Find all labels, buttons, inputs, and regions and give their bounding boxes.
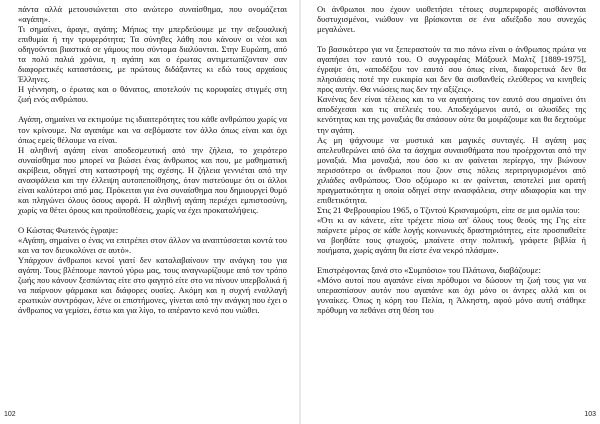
paragraph: πάντα αλλά μετουσιώνεται στο ανώτερο συναίσθημα, που ονομάζεται «αγάπη». [18, 4, 287, 25]
paragraph: Ο Κώστας Φωτεινός έγραψε: [18, 224, 119, 235]
paragraph: Τι σημαίνει, άραγε, αγάπη; Μήπως την μπερδεύουμε με την σεξουαλική επιθυμία ή την τρυφερότητα; Τα σύνηθες λάθη που κάνουν οι νέοι και οδηγούνται βιαστικά σε γάμους που σύντομα διαλύονται. Στην Ευρώπη, από τα πολύ παλιά χρόνια, η αγάπη και ο έρωτας αντιμετωπίζονταν σαν διαφορετικές καταστάσεις, με πρώτους διδάξαντες κι εδώ τους αρχαίους Έλληνες. [18, 24, 287, 85]
paragraph: Αγάπη, σημαίνει να εκτιμούμε τις ιδιαιτερότητες του κάθε ανθρώπου χωρίς να τον κρίνουμε. Να αγαπάμε και να σεβόμαστε τον άλλο όπως είναι και όχι όπως εμείς θέλουμε να είναι. [18, 114, 287, 145]
left-page [0, 0, 299, 424]
right-page-number: 103 [584, 411, 596, 418]
paragraph: Η αληθινή αγάπη είναι αποδεσμευτική από την ζήλεια, το χειρότερο συναίσθημα που μπορεί να βιώσει ένας άνθρωπος και που, με μαθηματική ακρίβεια, οδηγεί στη καταστροφή της σχέσης. Η ζήλεια γεννιέται από την ανασφάλεια και την έλλειψη αυτοπεποίθησης, όταν πιστεύουμε ότι οι άλλοι είναι καλύτεροι από μας. Πρόκειται για ένα συναίσθημα που δημιουργεί θυμό και πληγώνει όλους όσους αφορά. Η αληθινή αγάπη περιέχει εμπιστοσύνη, χωρίς να θέτει όρους και προϋποθέσεις, χωρίς να έχει προκαταλήψεις. [18, 144, 287, 215]
paragraph: Επιστρέφοντας ξανά στο «Συμπόσιο» του Πλάτωνα, διαβάζουμε: [317, 265, 541, 276]
paragraph: Υπάρχουν άνθρωποι κενοί γιατί δεν καταλαβαίνουν την ανάγκη του για αγάπη. Τους βλέπουμε παντού γύρω μας, τους αναγνωρίζουμε από τον τρόπο ζωής που κάνουν ξεσπώντας είτε στο φαγητό είτε στο να πίνουν υπερβολικά ή να παίρνουν φάρμακα και διάφορες ουσίες. Ακόμη και η συχνή εναλλαγή ερωτικών συντρόφων, λένε οι επιστήμονες, γίνεται από την ανάγκη που έχει ο άνθρωπος να γεμίσει, έστω και για λίγο, το απέραντο κενό που νιώθει. [18, 255, 287, 316]
right-page-text [317, 4, 586, 315]
right-page [301, 0, 600, 424]
paragraph: «Μόνο αυτοί που αγαπάνε είναι πρόθυμοι να δώσουν τη ζωή τους για να υπερασπίσουν αυτόν που αγαπάνε και όχι μόνο οι άντρες αλλά και οι γυναίκες. Όπως η κόρη του Πελία, η Άλκηστη, αφού μόνο αυτή στάθηκε πρόθυμη να πεθάνει στη θέση του [317, 275, 586, 316]
paragraph: Οι άνθρωποι που έχουν υιοθετήσει τέτοιες συμπεριφορές αισθάνονται δυστυχισμένοι, νιώθουν να βρίσκονται σε ένα αδιέξοδο που συνεχώς μεγαλώνει. [317, 4, 586, 35]
paragraph: Η γέννηση, ο έρωτας και ο θάνατος, αποτελούν τις κορυφαίες στιγμές στη ζωή ενός ανθρώπου. [18, 84, 287, 105]
paragraph: «Αγάπη, σημαίνει ο ένας να επιτρέπει στον άλλον να αναπτύσσεται κοντά του και να τον διευκολύνει σε αυτό». [18, 234, 287, 256]
left-page-number: 102 [4, 411, 16, 418]
paragraph: Κανένας δεν είναι τέλειος και το να αγαπήσεις τον εαυτό σου σημαίνει ότι αποδέχεσαι και τις ατέλειές του. Αποδεχόμενοι αυτό, οι αλυσίδες της κενότητας και της μοναξιάς θα σπάσουν ούτε θα μοιράζουμε και θα δεχτούμε την αγάπη. [317, 94, 586, 135]
left-page-text [18, 4, 287, 315]
paragraph: Το βασικότερο για να ξεπεραστούν τα πιο πάνω είναι ο άνθρωπος πρώτα να αγαπήσει τον εαυτό του. Ο συγγραφέας Μάξουελ Μαλτζ [1889-1975], έγραψε ότι, «αποδέξου τον εαυτό σου όπως είναι, διαφορετικά δεν θα πλησιάσεις ποτέ την ευκαιρία και δεν θα αισθανθείς ελεύθερος να κινηθείς προς αυτήν. Θα νιώσεις πως δεν την αξίζεις». [317, 44, 586, 95]
paragraph: «Ότι κι αν κάνετε, είτε τρέχετε πίσω απ' όλους τους θεούς της Γης είτε παίρνετε μέρος σε κάθε λογής κοινωνικές δραστηριότητες, είτε προσπαθείτε να βοηθάτε τους φτωχούς, μπαίνετε στην πολιτική, γράφετε βιβλία ή ποιήματα, χωρίς αγάπη θα είστε ένα νεκρό πλάσμα». [317, 214, 586, 256]
paragraph: Ας μη ψάχνουμε να μυστικά και μαγικές συνταγές. Η αγάπη μας απελευθερώνει από όλα τα άσχημα συναισθήματα που προέρχονται από την μοναξιά. Μια μοναξιά, που όσο κι αν φαίνεται περίεργο, την βιώνουν περισσότερο οι άνθρωποι που ζουν στις πόλεις περιτριγυρισμένοι από χιλιάδες ανθρώπους. Όσο οξύμωρο κι αν φαίνεται, αποτελεί μια ορατή πραγματικότητα η οποία οδηγεί στην ανασφάλεια, στην αδιαφορία και την επιθετικότητα. [317, 134, 586, 205]
paragraph: Στις 21 Φεβρουαρίου 1965, ο Τζιντού Κρισναμούρτι, είπε σε μια ομιλία του: [317, 204, 580, 215]
